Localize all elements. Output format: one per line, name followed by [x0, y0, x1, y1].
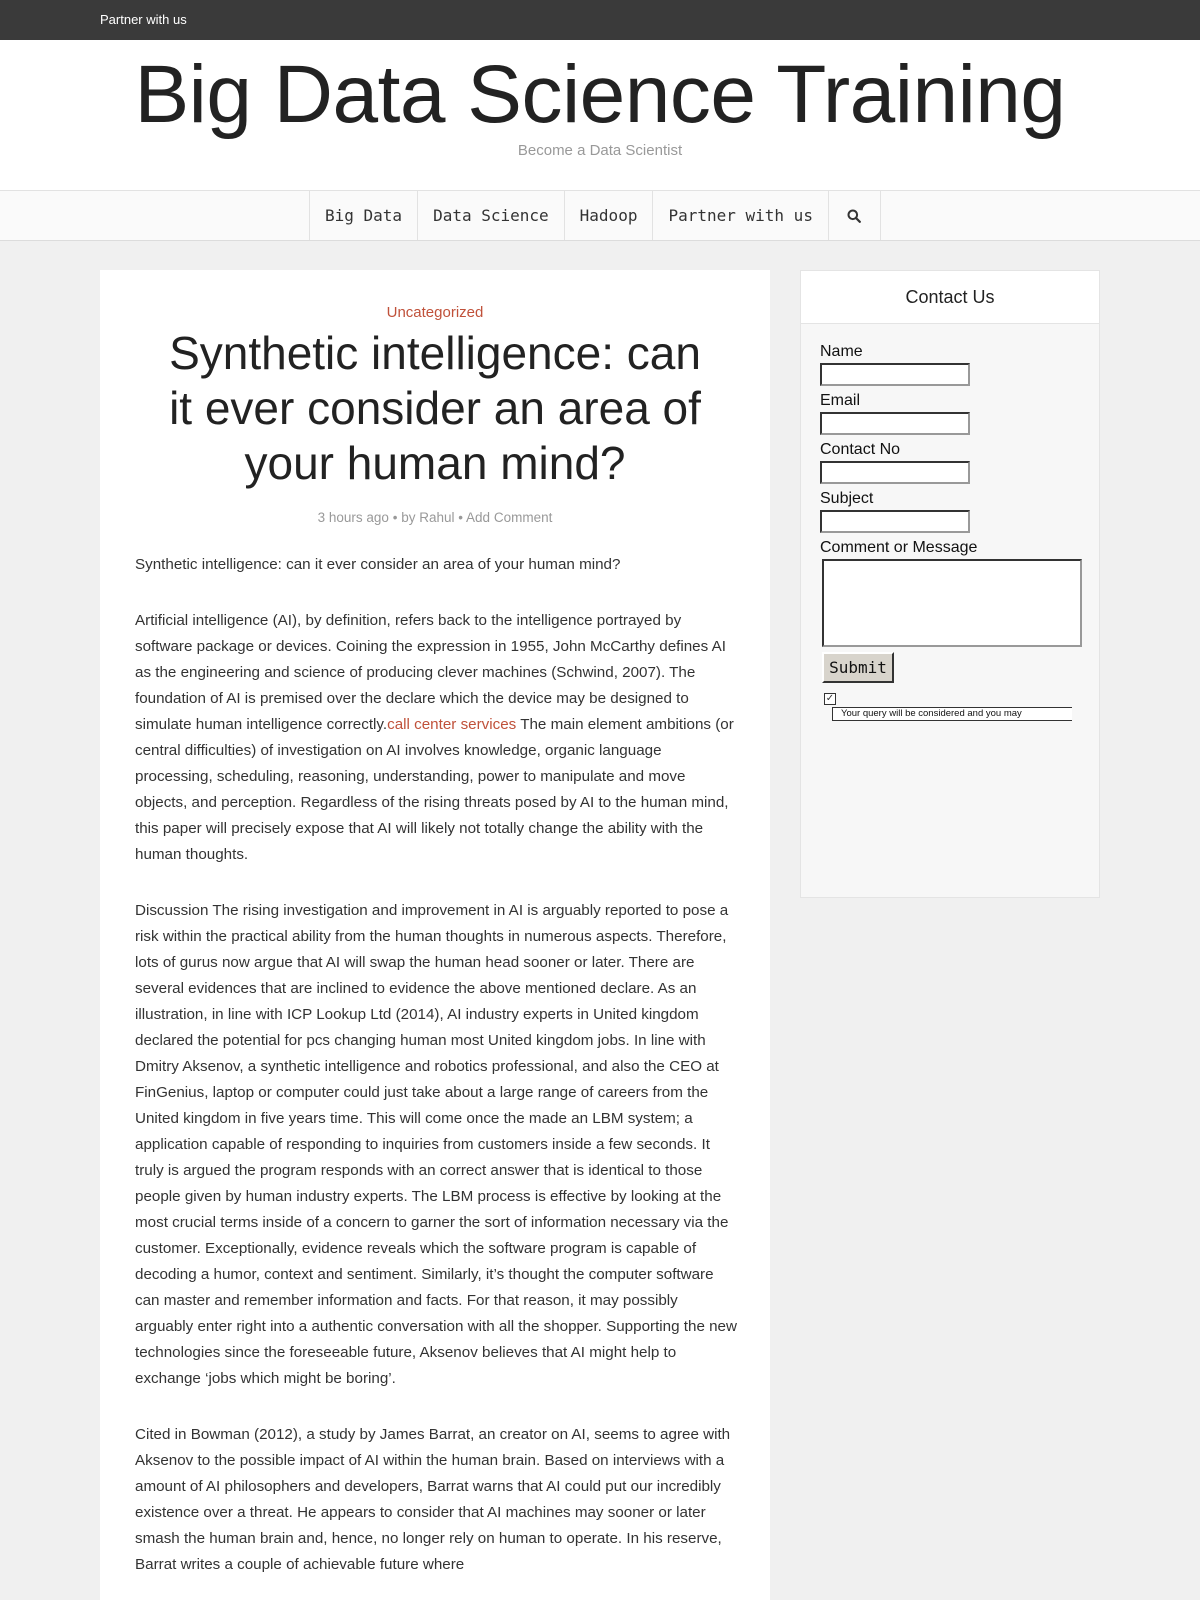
- contact-no-field[interactable]: [820, 461, 970, 484]
- paragraph-4: Cited in Bowman (2012), a study by James Barrat, an creator on AI, seems to agree with Aksenov to the possible impact of AI within the human brain. Based on interviews with a amount of AI philosophers and developers, Barrat warns that AI could put our incredibly existence over a threat. He appears to consider that AI machines may sooner or later smash the human brain and, hence, no longer rely on human to operate. In his reserve, Barrat writes a couple of achievable future where: [135, 1426, 731, 1573]
- message-label: Comment or Message: [820, 539, 978, 556]
- consent-text: Your query will be considered and you may: [832, 707, 1072, 721]
- sidebar-contact-widget: [800, 270, 1100, 898]
- site-title[interactable]: Big Data Science Training: [134, 49, 1066, 140]
- post-content: [135, 552, 740, 1600]
- email-label: Email: [820, 392, 861, 409]
- article: [100, 270, 770, 1600]
- contact-label: Contact No: [820, 441, 901, 458]
- topbar-partner-link[interactable]: Partner with us: [100, 12, 187, 27]
- paragraph-2: Artificial intelligence (AI), by definition, refers back to the intelligence portrayed by software package or devices. Coining the expression in 1955, John McCarthy defines AI as the engineering and science of producing clever machines (Schwind, 2007). The foundation of AI is premised over the declare which the device may be designed to simulate human intelligence correctly.call center services The main element ambitions (or central difficulties) of investigation on AI involves knowledge, organic language processing, scheduling, reasoning, understanding, power to manipulate and move objects, and perception. Regardless of the rising threats posed by AI to the human mind, this paper will precisely expose that AI will likely not totally change the ability with the human thoughts.: [135, 612, 734, 863]
- nav-item-partner[interactable]: Partner with us: [653, 191, 829, 240]
- paragraph-3: Discussion The rising investigation and improvement in AI is arguably reported to pose a risk within the practical ability from the human thoughts in numerous aspects. Therefore, lots of gurus now argue that AI will swap the human head sooner or later. There are several evidences that are inclined to evidence the above mentioned declare. As an illustration, in line with ICP Lookup Ltd (2014), AI industry experts in United kingdom declared the potential for pcs changing human most United kingdom jobs. In line with Dmitry Aksenov, a synthetic intelligence and robotics professional, and also the CEO at FinGenius, laptop or computer could just take about a large range of careers from the United kingdom in five years time. This will come once the made an LBM system; a application capable of responding to inquiries from customers inside a few seconds. It truly is argued the program responds with an correct answer that is identical to those people given by human industry experts. The LBM process is effective by looking at the most crucial terms inside of a concern to garner the sort of information necessary via the customer. Exceptionally, evidence reveals which the software program is capable of decoding a humor, context and sentiment. Similarly, it’s thought the computer software can master and remember information and facts. For that reason, it may possibly arguably enter right into a authentic conversation with all the shopper. Supporting the new technologies since the foreseeable future, Aksenov believes that AI might help to exchange ‘jobs which might be boring’.: [135, 902, 737, 1387]
- post-title: Synthetic intelligence: can it ever consider an area of your human mind?: [169, 327, 701, 489]
- consent-checkbox[interactable]: ✓: [825, 693, 835, 704]
- meta-separator: •: [458, 510, 464, 525]
- subject-field[interactable]: [820, 510, 970, 533]
- site-tagline: Become a Data Scientist: [517, 142, 683, 159]
- submit-button[interactable]: Submit: [822, 652, 894, 683]
- name-label: Name: [820, 343, 863, 360]
- search-button[interactable]: [829, 191, 881, 240]
- nav-item-data-science[interactable]: Data Science: [418, 191, 565, 240]
- meta-separator: •: [392, 510, 398, 525]
- author-link[interactable]: Rahul: [419, 510, 455, 525]
- meta-by: by: [401, 510, 416, 525]
- message-field[interactable]: [822, 559, 1082, 647]
- nav-item-big-data[interactable]: Big Data: [310, 191, 418, 240]
- main-nav: [0, 190, 1200, 241]
- top-bar: [0, 0, 1200, 40]
- name-field[interactable]: [820, 363, 970, 386]
- email-field[interactable]: [820, 412, 970, 435]
- post-meta: [100, 510, 770, 525]
- subject-label: Subject: [820, 490, 874, 507]
- nav-item-hadoop[interactable]: Hadoop: [565, 191, 654, 240]
- search-icon: [847, 209, 861, 223]
- consent-row: [820, 691, 1080, 731]
- site-header: [0, 40, 1200, 190]
- widget-title: Contact Us: [801, 271, 1099, 324]
- contact-form: [820, 341, 1080, 731]
- category-link[interactable]: Uncategorized: [386, 304, 484, 321]
- call-center-link[interactable]: call center services: [387, 716, 517, 733]
- add-comment-link[interactable]: Add Comment: [466, 510, 553, 525]
- paragraph-1: Synthetic intelligence: can it ever consider an area of your human mind?: [135, 556, 621, 573]
- post-time[interactable]: 3 hours ago: [317, 510, 389, 525]
